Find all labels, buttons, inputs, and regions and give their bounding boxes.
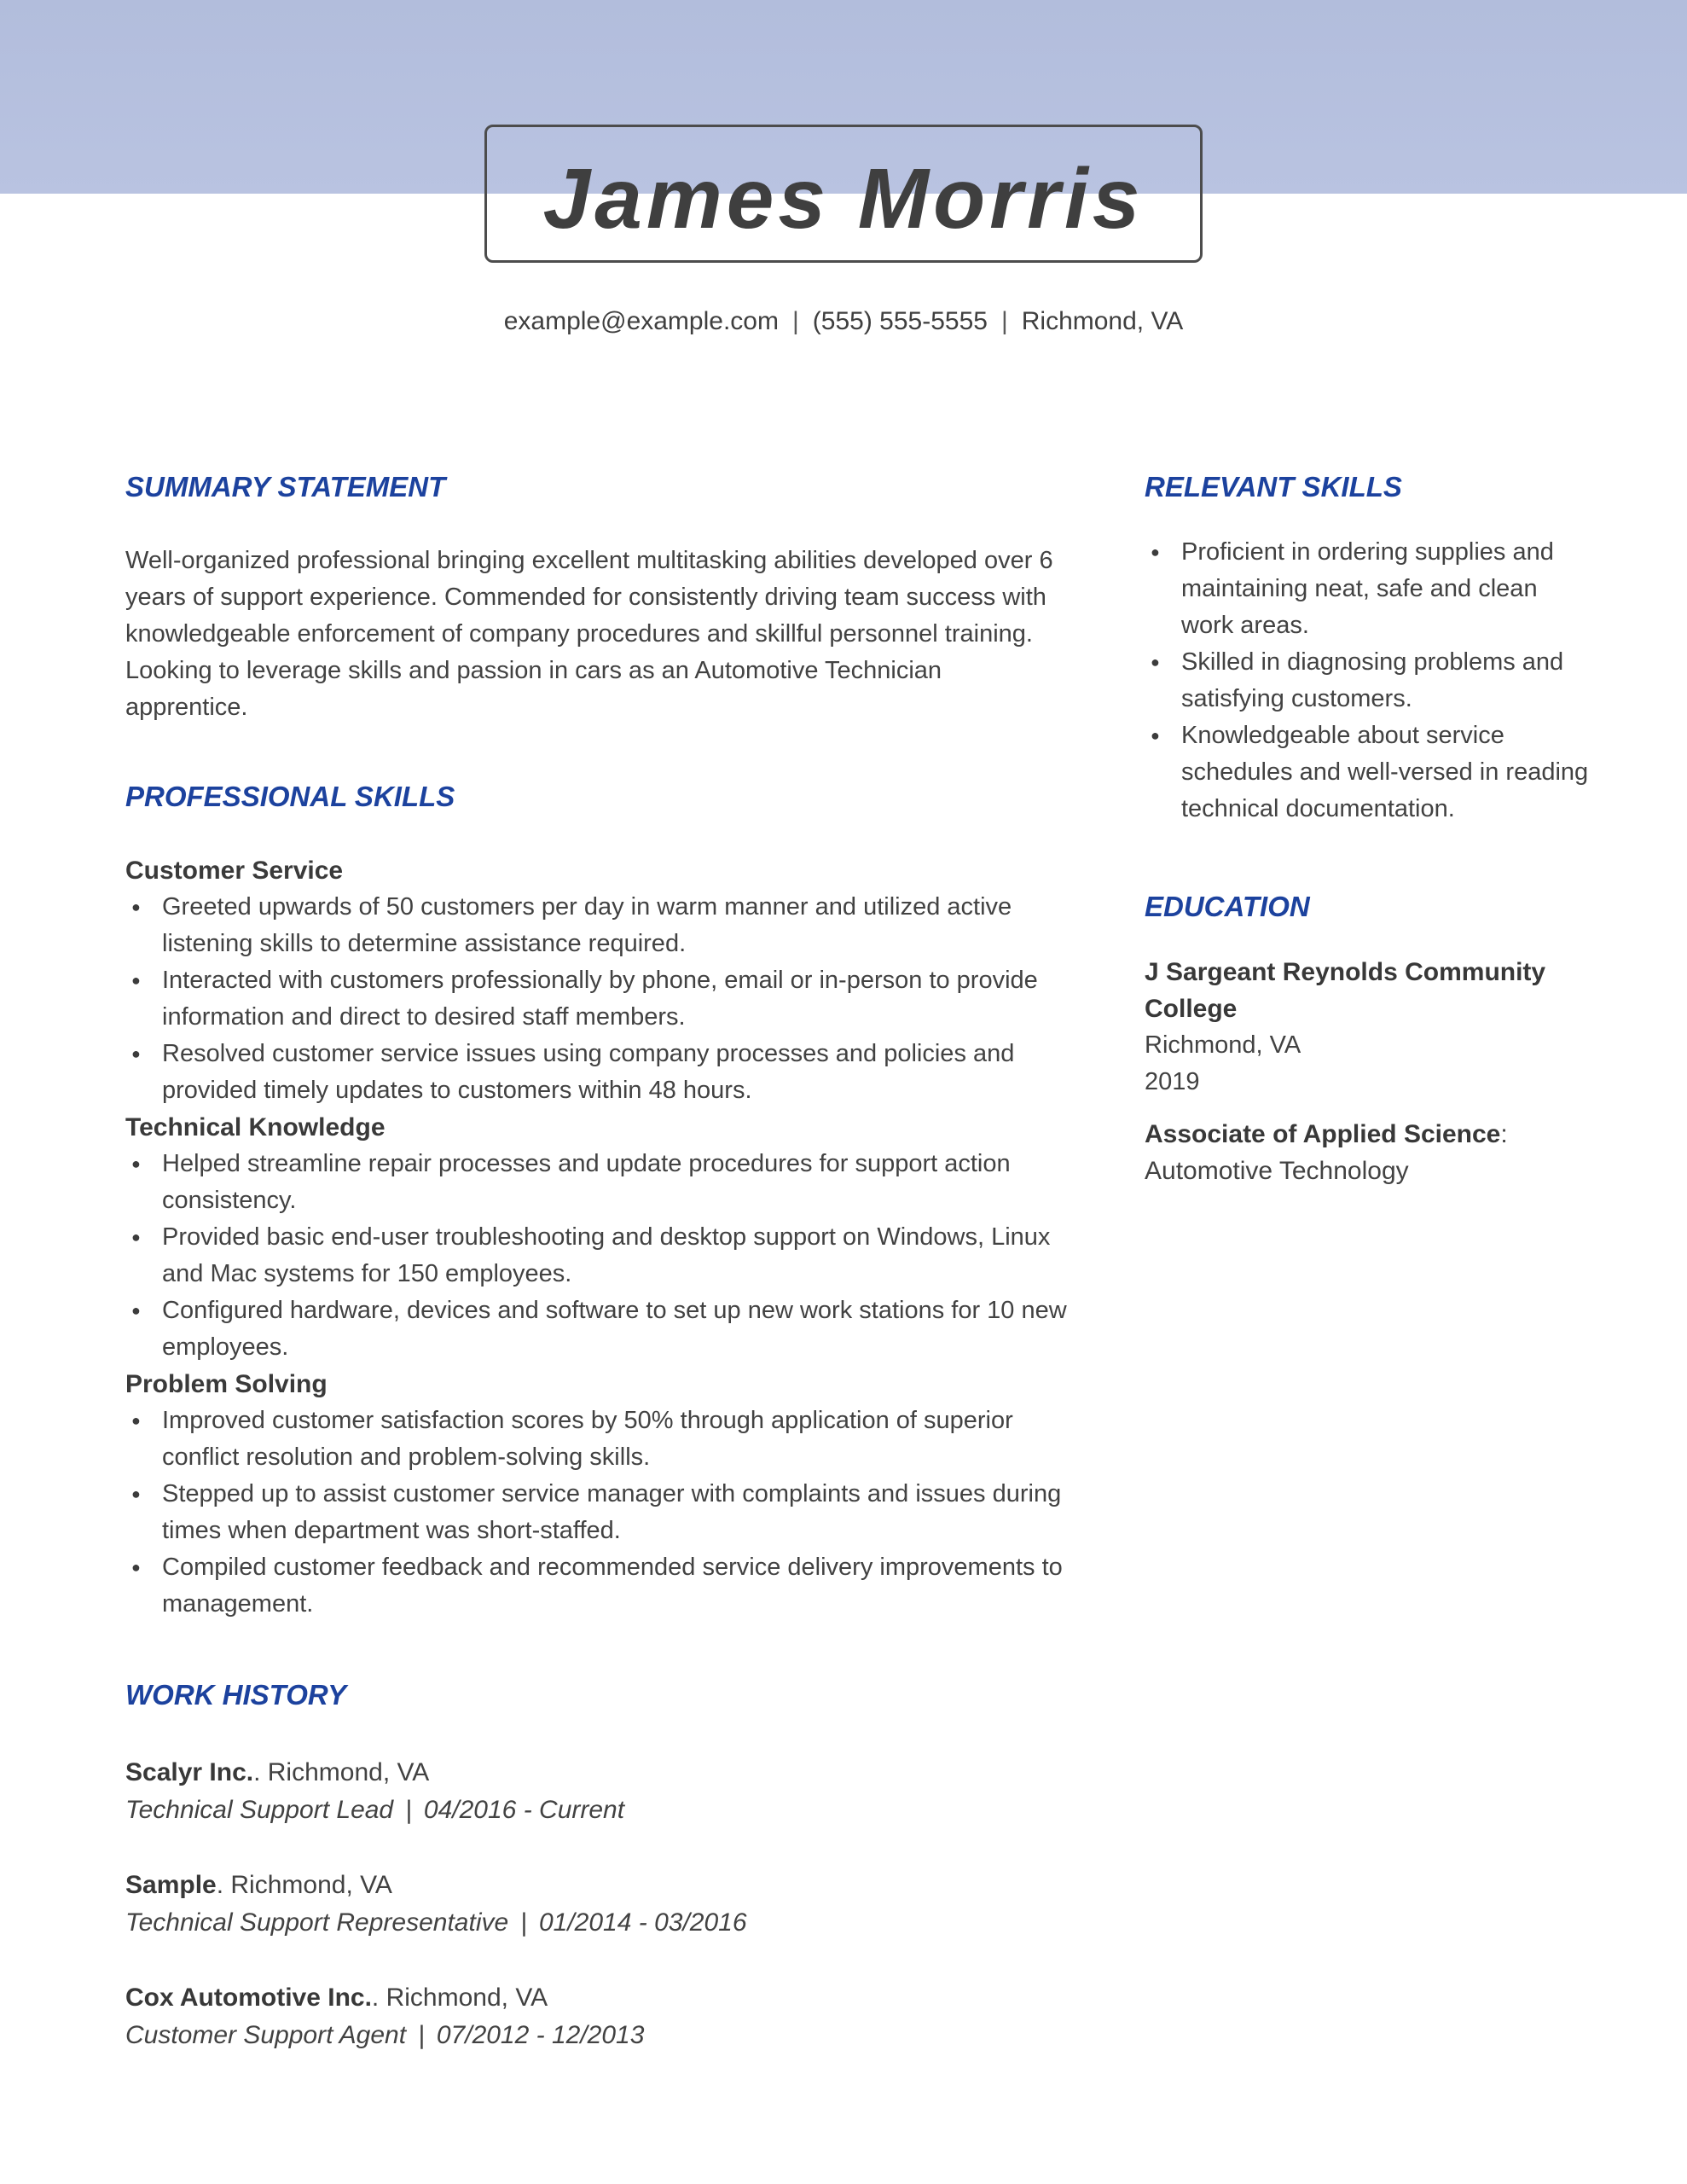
job-pipe: |: [405, 1796, 412, 1824]
education-degree-separator: :: [1500, 1120, 1508, 1148]
job-company-line: [125, 1867, 1068, 1904]
contact-line: [0, 307, 1687, 336]
education-year: 2019: [1145, 1068, 1200, 1095]
job-company: Sample: [125, 1871, 217, 1899]
job-role: Technical Support Representative: [125, 1908, 509, 1937]
job-separator: .: [371, 1984, 386, 2012]
list-item: ● Resolved customer service issues using company processes and policies and provided timely updates to customers within 48 hours.: [125, 1036, 1068, 1109]
job-entry: [125, 1867, 1068, 1942]
section-heading-education: EDUCATION: [1145, 891, 1310, 922]
list-item: ● Improved customer satisfaction scores by 50% through application of superior conflict resolution and problem-solving skills.: [125, 1403, 1068, 1476]
job-location: Richmond, VA: [230, 1871, 392, 1899]
contact-separator: |: [791, 307, 799, 335]
job-role-line: [125, 1792, 1068, 1829]
education-school: J Sargeant Reynolds Community College: [1145, 958, 1546, 1023]
section-heading-relevant-skills: RELEVANT SKILLS: [1145, 471, 1402, 502]
job-role: Customer Support Agent: [125, 2021, 407, 2049]
job-company-line: [125, 1754, 1068, 1792]
job-location: Richmond, VA: [267, 1758, 430, 1786]
job-dates: 04/2016 - Current: [423, 1796, 625, 1824]
contact-phone: (555) 555-5555: [812, 307, 988, 335]
skill-group-list: [125, 889, 1068, 1109]
education-degree: Associate of Applied Science: [1145, 1120, 1501, 1148]
job-role-line: [125, 2017, 1068, 2054]
education-field: Automotive Technology: [1145, 1157, 1409, 1185]
job-pipe: |: [520, 1908, 527, 1937]
skill-group-title: Technical Knowledge: [125, 1113, 386, 1141]
skill-group-title: Customer Service: [125, 857, 344, 885]
job-separator: .: [216, 1871, 231, 1899]
list-item: ● Interacted with customers professionally by phone, email or in-person to provide information and direct to desired staff members.: [125, 962, 1068, 1036]
skill-group-title: Problem Solving: [125, 1370, 328, 1398]
job-company: Cox Automotive Inc.: [125, 1984, 372, 2012]
section-heading-summary-statement: SUMMARY STATEMENT: [125, 471, 446, 502]
list-item: ● Helped streamline repair processes and update procedures for support action consistency.: [125, 1146, 1068, 1219]
skill-group-list: [125, 1403, 1068, 1623]
job-location: Richmond, VA: [386, 1984, 548, 2012]
list-item: ● Skilled in diagnosing problems and satisfying customers.: [1145, 644, 1595, 717]
name-box: [484, 125, 1203, 263]
education-degree-line: [1145, 1116, 1595, 1189]
right-column: [1145, 469, 1595, 1189]
job-role: Technical Support Lead: [125, 1796, 394, 1824]
list-item: ● Proficient in ordering supplies and maintaining neat, safe and clean work areas.: [1145, 534, 1595, 644]
summary-text: Well-organized professional bringing excellent multitasking abilities developed over 6 years of support experience. Commended for consistently driving team success with knowledgeable enforcement of company procedures and skillful personnel training. Looking to leverage skills and passion in cars as an Automotive Technician apprentice.: [125, 547, 1053, 721]
education-location: Richmond, VA: [1145, 1031, 1301, 1059]
section-heading-professional-skills: PROFESSIONAL SKILLS: [125, 781, 455, 812]
job-role-line: [125, 1904, 1068, 1942]
skill-group-list: [125, 1146, 1068, 1366]
section-heading-work-history: WORK HISTORY: [125, 1679, 347, 1711]
left-column: [125, 469, 1068, 2092]
job-company: Scalyr Inc.: [125, 1758, 254, 1786]
job-dates: 01/2014 - 03/2016: [538, 1908, 747, 1937]
job-company-line: [125, 1979, 1068, 2017]
list-item: ● Knowledgeable about service schedules and well-versed in reading technical documentation.: [1145, 717, 1595, 828]
job-pipe: |: [418, 2021, 425, 2049]
contact-separator: |: [1000, 307, 1008, 335]
list-item: ● Compiled customer feedback and recommended service delivery improvements to management.: [125, 1549, 1068, 1623]
job-entry: [125, 1754, 1068, 1829]
job-dates: 07/2012 - 12/2013: [436, 2021, 645, 2049]
contact-email: example@example.com: [503, 307, 779, 335]
relevant-skills-list: [1145, 534, 1595, 828]
list-item: ● Greeted upwards of 50 customers per day in warm manner and utilized active listening skills to determine assistance required.: [125, 889, 1068, 962]
contact-location: Richmond, VA: [1021, 307, 1184, 335]
list-item: ● Stepped up to assist customer service manager with complaints and issues during times when department was short-staffed.: [125, 1476, 1068, 1549]
candidate-name: James Morris: [542, 150, 1145, 247]
list-item: ● Configured hardware, devices and software to set up new work stations for 10 new employees.: [125, 1292, 1068, 1366]
list-item: ● Provided basic end-user troubleshooting and desktop support on Windows, Linux and Mac systems for 150 employees.: [125, 1219, 1068, 1292]
job-separator: .: [253, 1758, 268, 1786]
job-entry: [125, 1979, 1068, 2054]
